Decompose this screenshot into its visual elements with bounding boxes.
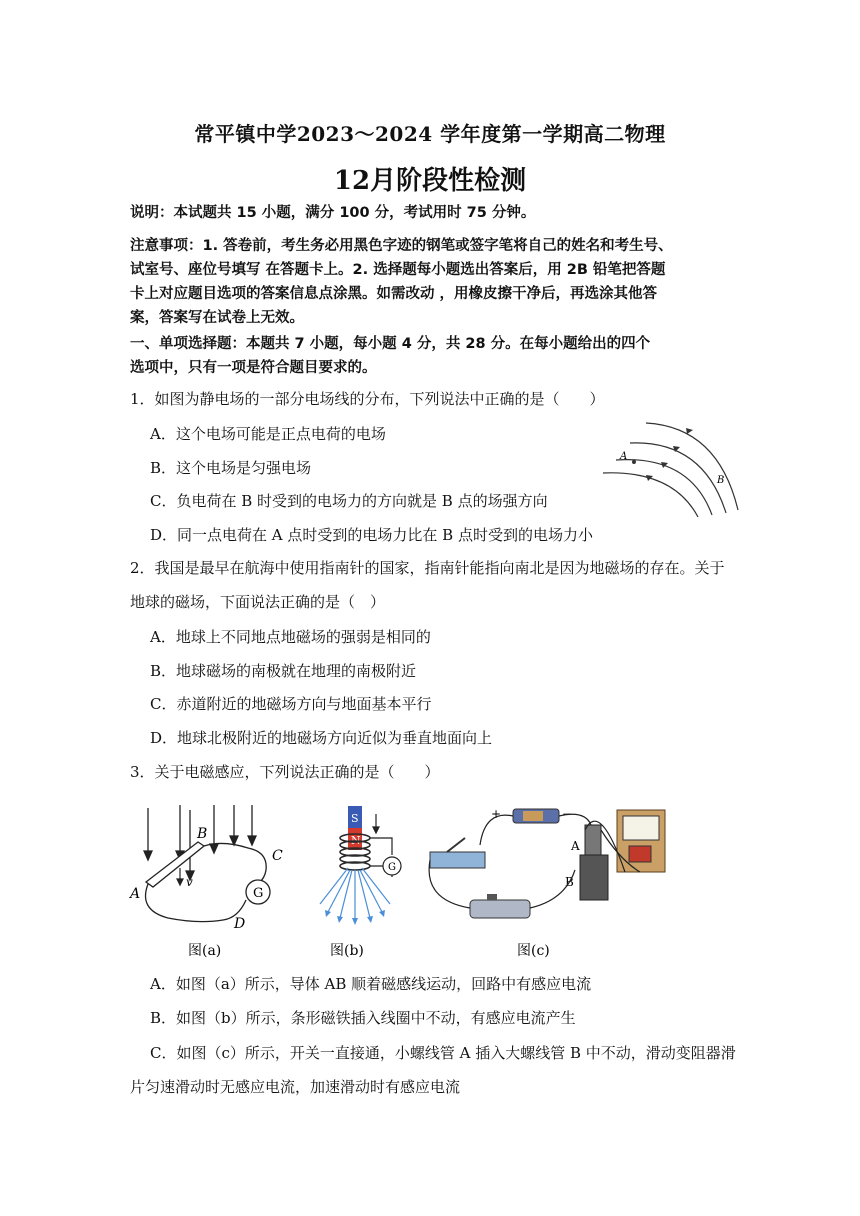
field-line [616,460,712,515]
notes-line-3: 卡上对应题目选项的答案信息点涂黑。如需改动 ，用橡皮擦干净后，再选涂其他答 [130,286,658,302]
figure-b-caption: 图(b) [330,943,364,959]
label-d: D [234,916,246,932]
question-2-option-b: B．地球磁场的南极就在地理的南极附近 [150,662,417,680]
rheostat [470,900,530,918]
notes-line-2: 试室号、座位号填写 在答题卡上。2. 选择题每小题选出答案后，用 2B 铅笔把答题 [130,262,666,278]
question-1-stem: 1．如图为静电场的一部分电场线的分布，下列说法中正确的是（ ） [130,390,605,408]
question-3-option-c-line-1: C．如图（c）所示，开关一直接通，小螺线管 A 插入大螺线管 B 中不动，滑动变阻器滑 [150,1044,736,1062]
point-a [632,460,636,464]
question-1-option-a: A．这个电场可能是正点电荷的电场 [150,425,386,443]
figure-c-coil-circuit [425,800,670,965]
magnet-n-label: N [351,834,361,847]
switch [430,852,485,868]
exam-instructions: 说明：本试题共 15 小题，满分 100 分，考试用时 75 分钟。 [130,205,536,221]
question-2-option-d: D．地球北极附近的地磁场方向近似为垂直地面向上 [150,729,493,747]
question-3-stem: 3．关于电磁感应，下列说法正确的是（ ） [130,763,440,781]
question-1-option-c: C．负电荷在 B 时受到的电场力的方向就是 B 点的场强方向 [150,492,548,510]
electric-field-figure [598,415,743,520]
magnet-s-label: S [351,812,359,825]
conductor-rod [146,842,204,887]
label-c: C [272,848,283,864]
exam-title: 常平镇中学2023～2024 学年度第一学期高二物理 [194,122,666,146]
figure-c-caption: 图(c) [517,943,550,959]
field-line [646,423,738,510]
label-solenoid-a: A [571,839,580,853]
galvanometer-label: G [388,862,396,873]
label-b: B [197,826,208,842]
question-3-option-b: B．如图（b）所示，条形磁铁插入线圈中不动，有感应电流产生 [150,1009,576,1027]
field-arrow [646,475,653,481]
small-solenoid-a [585,825,601,855]
circuit-wire [146,884,247,922]
battery-plus-label: + [491,807,502,821]
field-line [603,473,698,517]
label-solenoid-b: B [565,875,574,889]
galvanometer-label: G [253,886,264,901]
question-3-option-a: A．如图（a）所示，导体 AB 顺着磁感线运动，回路中有感应电流 [150,975,592,993]
section-heading-line-2: 选项中，只有一项是符合题目要求的。 [130,360,377,376]
notes-line-1: 注意事项：1. 答卷前，考生务必用黑色字迹的钢笔或签字笔将自己的姓名和考生号、 [130,238,673,254]
question-2-stem-line-2: 地球的磁场，下面说法正确的是（ ） [130,593,386,611]
section-heading-line-1: 一、单项选择题：本题共 7 小题，每小题 4 分，共 28 分。在每小题给出的四个 [130,336,651,352]
exam-subtitle: 12月阶段性检测 [333,166,527,196]
question-1-option-b: B．这个电场是匀强电场 [150,459,312,477]
battery-minus-label: − [562,807,573,821]
large-solenoid-b [580,855,608,900]
field-arrow [661,462,668,468]
field-arrow [686,428,693,434]
figure-b-magnet-coil [310,800,410,965]
question-2-stem-line-1: 2．我国是最早在航海中使用指南针的国家，指南针能指向南北是因为地磁场的存在。关于 [130,559,725,577]
notes-line-4: 案，答案写在试卷上无效。 [130,310,304,326]
question-2-option-a: A．地球上不同地点地磁场的强弱是相同的 [150,628,431,646]
label-point-b: B [717,475,725,486]
velocity-label: v [186,875,193,889]
figure-a-conductor-in-field [128,800,290,965]
question-1-option-d: D．同一点电荷在 A 点时受到的电场力比在 B 点时受到的电场力小 [150,526,593,544]
question-2-option-c: C．赤道附近的地磁场方向与地面基本平行 [150,695,432,713]
label-a: A [130,886,141,902]
question-3-option-c-line-2: 片匀速滑动时无感应电流，加速滑动时有感应电流 [130,1078,461,1096]
label-point-a: A [620,451,628,462]
figure-a-caption: 图(a) [188,943,222,959]
